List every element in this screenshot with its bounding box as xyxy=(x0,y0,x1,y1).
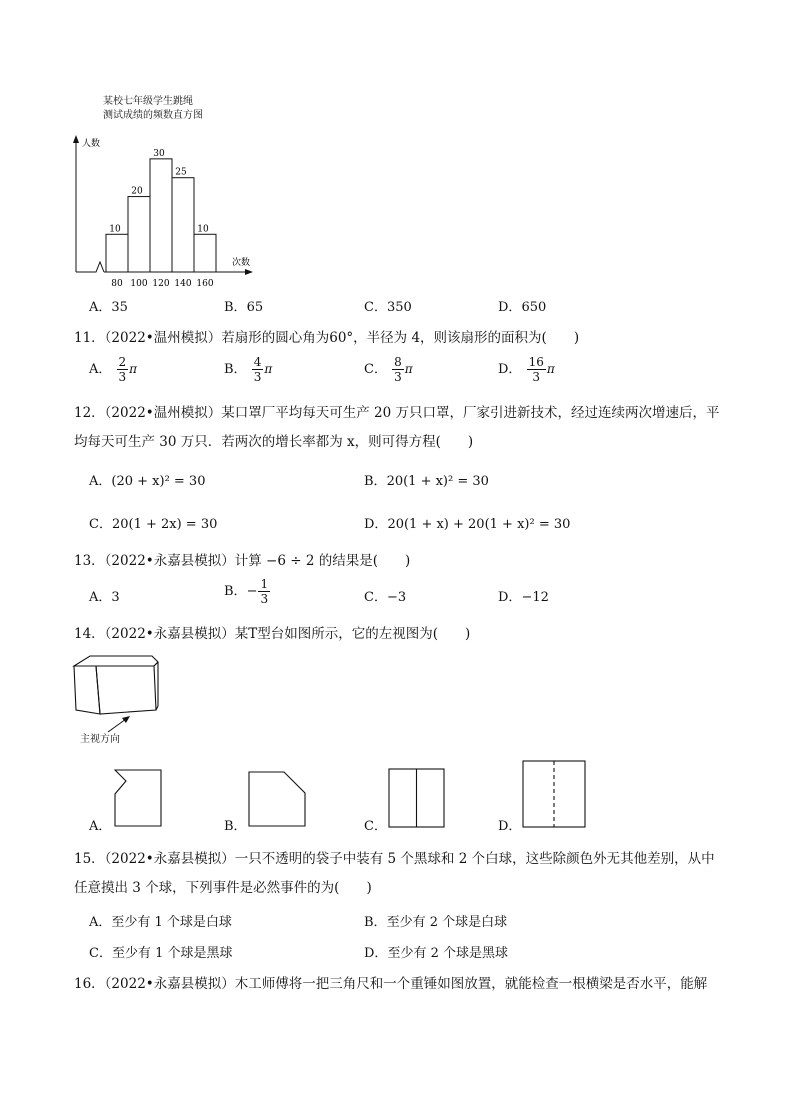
histogram-bar xyxy=(150,159,172,272)
q11-option-a[interactable] xyxy=(89,356,137,383)
q12-stem-line1: 12．（2022•温州模拟）某口罩厂平均每天可生产 20 万只口罩，厂家引进新技术，经过连续两次增速后，平 xyxy=(74,405,720,421)
option-letter: A． xyxy=(89,474,112,489)
option-text: 65 xyxy=(246,300,264,315)
option-text: 至少有 1 个球是白球 xyxy=(111,915,232,930)
x-axis-break xyxy=(76,262,104,272)
q14-option-c-figure[interactable] xyxy=(388,768,448,830)
option-letter: B． xyxy=(224,362,247,377)
q15-option-a[interactable] xyxy=(89,911,232,930)
option-letter: C． xyxy=(364,300,387,315)
x-tick-label: 140 xyxy=(174,279,192,289)
q11-option-c[interactable] xyxy=(364,356,413,383)
option-letter: A． xyxy=(89,915,112,930)
bar-value-label: 30 xyxy=(153,148,165,159)
pi-symbol: π xyxy=(546,362,555,376)
option-text: 3 xyxy=(111,590,120,605)
option-letter: B． xyxy=(224,584,247,599)
q14-option-b-label[interactable]: B． xyxy=(224,819,247,834)
option-letter: D． xyxy=(498,300,522,315)
view-direction-label: 主视方向 xyxy=(80,734,120,745)
histogram-bar xyxy=(194,234,216,272)
option-text: 20(1 + x) + 20(1 + x)² = 30 xyxy=(387,517,571,532)
option-text: −12 xyxy=(521,590,549,605)
q15-option-b[interactable] xyxy=(364,911,507,930)
option-letter: B． xyxy=(364,474,387,489)
option-text: 350 xyxy=(386,300,412,315)
q14-option-b-figure[interactable] xyxy=(248,771,308,831)
q13-option-a[interactable] xyxy=(89,586,120,605)
y-axis-label: 人数 xyxy=(82,139,101,149)
histogram-bar xyxy=(106,234,128,272)
q15-option-c[interactable] xyxy=(89,942,233,961)
q14-option-a-figure[interactable] xyxy=(114,769,164,829)
option-letter: A． xyxy=(89,300,112,315)
option-text: − xyxy=(246,584,258,599)
q14-option-c-label[interactable]: C． xyxy=(364,819,387,834)
option-text: 至少有 2 个球是白球 xyxy=(386,915,508,930)
option-letter: B． xyxy=(224,300,247,315)
bar-value-label: 10 xyxy=(109,224,121,235)
histogram-title xyxy=(103,95,203,123)
q14-stem: 14．（2022•永嘉县模拟）某T型台如图所示，它的左视图为( ) xyxy=(74,626,471,642)
t-stage-front-face xyxy=(96,666,156,714)
q13-stem: 13．（2022•永嘉县模拟）计算 −6 ÷ 2 的结果是( ) xyxy=(74,553,411,569)
x-axis-arrow xyxy=(245,269,253,275)
q11-option-d[interactable] xyxy=(498,356,555,383)
x-tick-label: 100 xyxy=(130,279,148,289)
histogram-bar xyxy=(172,178,194,272)
bar-value-label: 25 xyxy=(175,167,187,178)
pi-symbol: π xyxy=(264,362,273,376)
bar-value-label: 20 xyxy=(131,186,143,197)
option-text: (20 + x)² = 30 xyxy=(111,474,206,489)
q13-option-b[interactable] xyxy=(224,578,271,605)
histogram-title-line1: 某校七年级学生跳绳 xyxy=(103,96,193,107)
option-letter: B． xyxy=(364,915,387,930)
q13-option-c[interactable] xyxy=(364,586,406,605)
x-tick-label: 120 xyxy=(152,279,170,289)
t-stage-top-face xyxy=(74,656,158,666)
option-letter: D． xyxy=(498,362,522,377)
x-tick-label: 80 xyxy=(111,279,123,289)
q12-option-b[interactable] xyxy=(364,470,489,489)
fraction: $\frac{8}{3}$ xyxy=(394,355,402,384)
q16-stem-line1: 16．（2022•永嘉县模拟）木工师傅将一把三角尺和一个重锤如图放置，就能检查一根横梁是否水平，能解 xyxy=(74,976,708,992)
q14-option-d-label[interactable]: D． xyxy=(498,819,522,834)
q15-stem-line2: 任意摸出 3 个球，下列事件是必然事件的为( ) xyxy=(74,880,372,896)
option-letter: C． xyxy=(364,362,387,377)
fraction: $\frac{2}{3}$ xyxy=(118,355,127,384)
pi-symbol: π xyxy=(404,362,413,376)
q10-option-b[interactable] xyxy=(224,296,263,315)
option-letter: C． xyxy=(89,517,112,532)
option-letter: D． xyxy=(364,517,388,532)
option-text: −3 xyxy=(386,590,407,605)
option-text: 20(1 + x)² = 30 xyxy=(386,474,489,489)
q11-stem: 11．（2022•温州模拟）若扇形的圆心角为60°，半径为 4，则该扇形的面积为( ) xyxy=(74,330,580,346)
frequency-histogram xyxy=(60,130,270,290)
x-axis-label: 次数 xyxy=(232,258,251,268)
q12-stem-line2: 均每天可生产 30 万只．若两次的增长率都为 x，则可得方程( ) xyxy=(74,434,474,450)
q12-option-c[interactable] xyxy=(89,513,217,532)
option-letter: A． xyxy=(89,362,112,377)
option-text: 至少有 1 个球是黑球 xyxy=(111,946,233,961)
q14-option-d-figure[interactable] xyxy=(522,760,588,830)
q15-option-d[interactable] xyxy=(364,942,508,961)
q10-option-d[interactable] xyxy=(498,296,546,315)
q13-option-d[interactable] xyxy=(498,586,549,605)
q11-option-b[interactable] xyxy=(224,356,272,383)
fraction: $\frac{4}{3}$ xyxy=(253,355,262,384)
option-letter: D． xyxy=(498,590,522,605)
fraction: $\frac{16}{3}$ xyxy=(528,355,544,384)
q10-option-c[interactable] xyxy=(364,296,412,315)
option-letter: D． xyxy=(364,946,388,961)
histogram-bar xyxy=(128,197,150,272)
bar-value-label: 10 xyxy=(197,224,209,235)
option-letter: C． xyxy=(89,946,112,961)
pi-symbol: π xyxy=(129,362,138,376)
view-direction-arrow xyxy=(108,719,126,732)
option-text: 20(1 + 2x) = 30 xyxy=(111,517,218,532)
fraction: $\frac{1}{3}$ xyxy=(260,577,269,606)
option-letter: A． xyxy=(89,590,112,605)
option-letter: C． xyxy=(364,590,387,605)
q14-option-a-label[interactable]: A． xyxy=(89,819,112,834)
q15-stem-line1: 15．（2022•永嘉县模拟）一只不透明的袋子中装有 5 个黑球和 2 个白球，这些除颜色外无其他差别，从中 xyxy=(74,851,715,867)
option-text: 650 xyxy=(521,300,547,315)
histogram-title-line2: 测试成绩的频数直方图 xyxy=(103,110,203,121)
q10-option-a[interactable] xyxy=(89,296,128,315)
q12-option-a[interactable] xyxy=(89,470,205,489)
x-tick-label: 160 xyxy=(196,279,214,289)
y-axis-arrow xyxy=(73,135,79,143)
q12-option-d[interactable] xyxy=(364,513,570,532)
option-text: 35 xyxy=(111,300,128,315)
option-text: 至少有 2 个球是黑球 xyxy=(387,946,508,961)
